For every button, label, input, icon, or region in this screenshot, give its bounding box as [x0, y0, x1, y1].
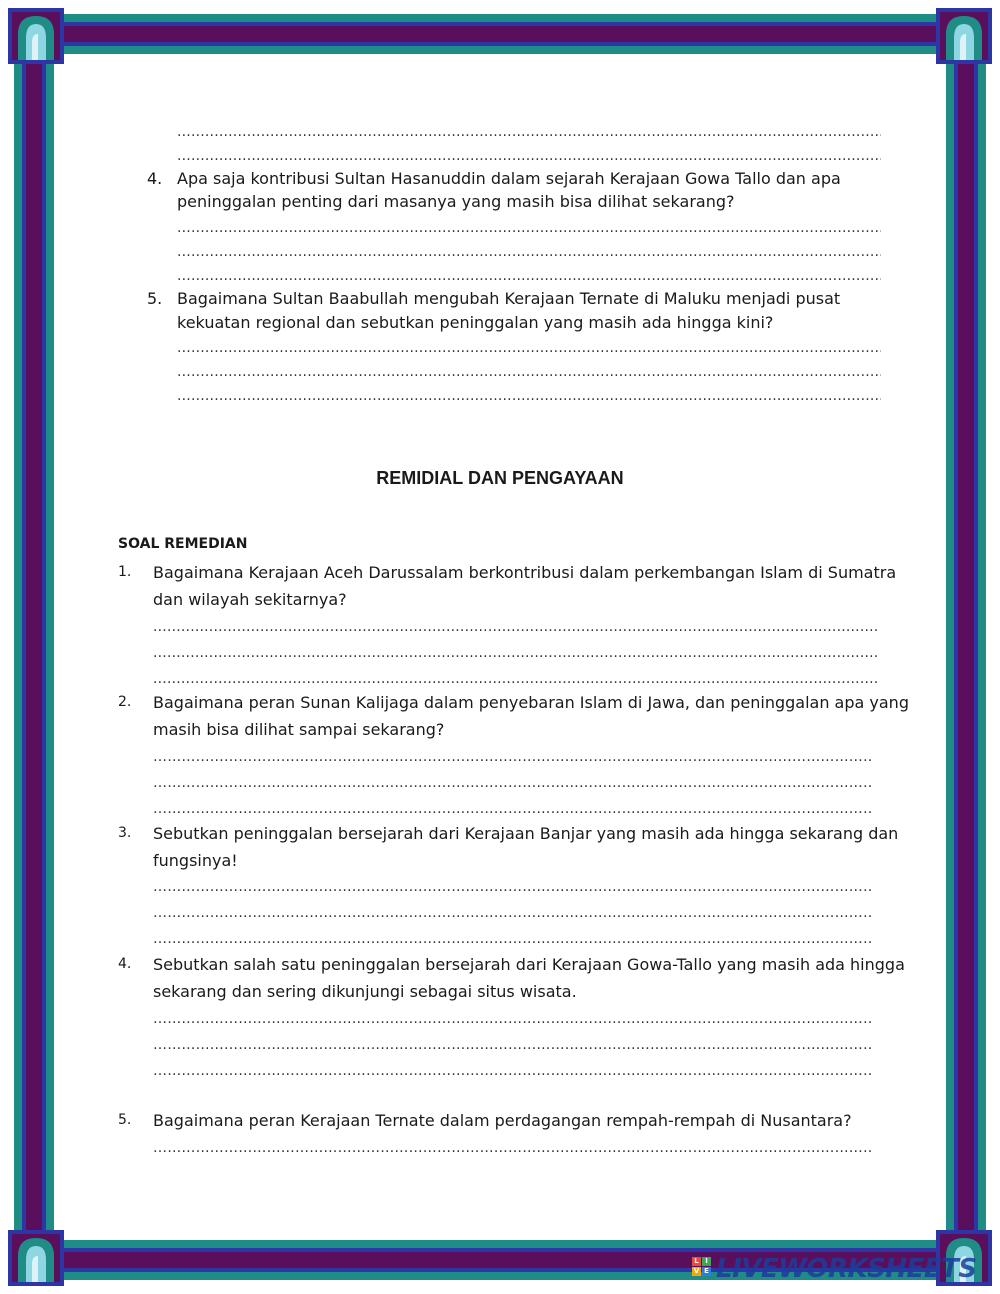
- question-text-line: dan wilayah sekitarnya?: [153, 590, 347, 609]
- question-number: 1.: [118, 564, 132, 580]
- subheading: SOAL REMEDIAN: [118, 536, 248, 552]
- question-text-line: Bagaimana Sultan Baabullah mengubah Kerajaan Ternate di Maluku menjadi pusat: [177, 289, 841, 308]
- frame-corner-ornament-icon: [8, 8, 64, 64]
- watermark-letter-tile: V: [693, 1267, 700, 1275]
- question-text-line: Apa saja kontribusi Sultan Hasanuddin dalam sejarah Kerajaan Gowa Tallo dan apa: [177, 169, 841, 188]
- frame-corner-ornament-icon: [936, 8, 992, 64]
- frame-right-border: [946, 14, 986, 1280]
- frame-left-border: [14, 14, 54, 1280]
- answer-line[interactable]: [153, 1009, 873, 1029]
- question-number: 5.: [147, 289, 163, 308]
- answer-line[interactable]: [153, 669, 879, 689]
- question-text-line: sekarang dan sering dikunjungi sebagai situs wisata.: [153, 982, 577, 1001]
- question-text-line: Sebutkan salah satu peninggalan bersejarah dari Kerajaan Gowa-Tallo yang masih ada hingga: [153, 955, 905, 974]
- question-text-line: Bagaimana Kerajaan Aceh Darussalam berkontribusi dalam perkembangan Islam di Sumatra: [153, 563, 897, 582]
- answer-line[interactable]: [153, 1138, 873, 1158]
- answer-line[interactable]: [177, 386, 881, 406]
- answer-line[interactable]: [177, 338, 881, 358]
- answer-line[interactable]: [153, 773, 873, 793]
- question-text-line: Bagaimana peran Kerajaan Ternate dalam perdagangan rempah-rempah di Nusantara?: [153, 1111, 852, 1130]
- question-text-line: kekuatan regional dan sebutkan peninggalan yang masih ada hingga kini?: [177, 313, 774, 332]
- answer-line[interactable]: [177, 218, 881, 238]
- answer-line[interactable]: [153, 929, 873, 949]
- answer-line[interactable]: [177, 362, 881, 382]
- answer-line[interactable]: [177, 146, 881, 166]
- answer-line[interactable]: [153, 1061, 873, 1081]
- answer-line[interactable]: [177, 122, 881, 142]
- watermark-text: LIVEWORKSHEETS: [716, 1254, 977, 1284]
- question-number: 3.: [118, 825, 132, 841]
- section-heading: REMIDIAL DAN PENGAYAAN: [376, 468, 624, 488]
- question-text-line: masih bisa dilihat sampai sekarang?: [153, 720, 445, 739]
- question-text-line: Sebutkan peninggalan bersejarah dari Kerajaan Banjar yang masih ada hingga sekarang dan: [153, 824, 899, 843]
- answer-line[interactable]: [177, 266, 881, 286]
- answer-line[interactable]: [177, 242, 881, 262]
- frame-corner-ornament-icon: [8, 1230, 64, 1286]
- answer-line[interactable]: [153, 903, 873, 923]
- watermark-letter-tile: I: [702, 1257, 711, 1266]
- answer-line[interactable]: [153, 643, 879, 663]
- liveworksheets-watermark: [692, 1254, 988, 1284]
- question-number: 4.: [147, 169, 163, 188]
- question-text-line: fungsinya!: [153, 851, 238, 870]
- watermark-letter-tile: L: [692, 1257, 701, 1266]
- answer-line[interactable]: [153, 877, 873, 897]
- answer-line[interactable]: [153, 747, 873, 767]
- answer-line[interactable]: [153, 799, 873, 819]
- watermark-letter-tile: E: [702, 1267, 711, 1276]
- question-number: 5.: [118, 1112, 132, 1128]
- question-number: 4.: [118, 956, 132, 972]
- frame-top-border: [14, 14, 986, 54]
- question-number: 2.: [118, 694, 132, 710]
- answer-line[interactable]: [153, 617, 879, 637]
- question-text-line: Bagaimana peran Sunan Kalijaga dalam penyebaran Islam di Jawa, dan peninggalan apa yang: [153, 693, 909, 712]
- question-text-line: peninggalan penting dari masanya yang masih bisa dilihat sekarang?: [177, 192, 735, 211]
- answer-line[interactable]: [153, 1035, 873, 1055]
